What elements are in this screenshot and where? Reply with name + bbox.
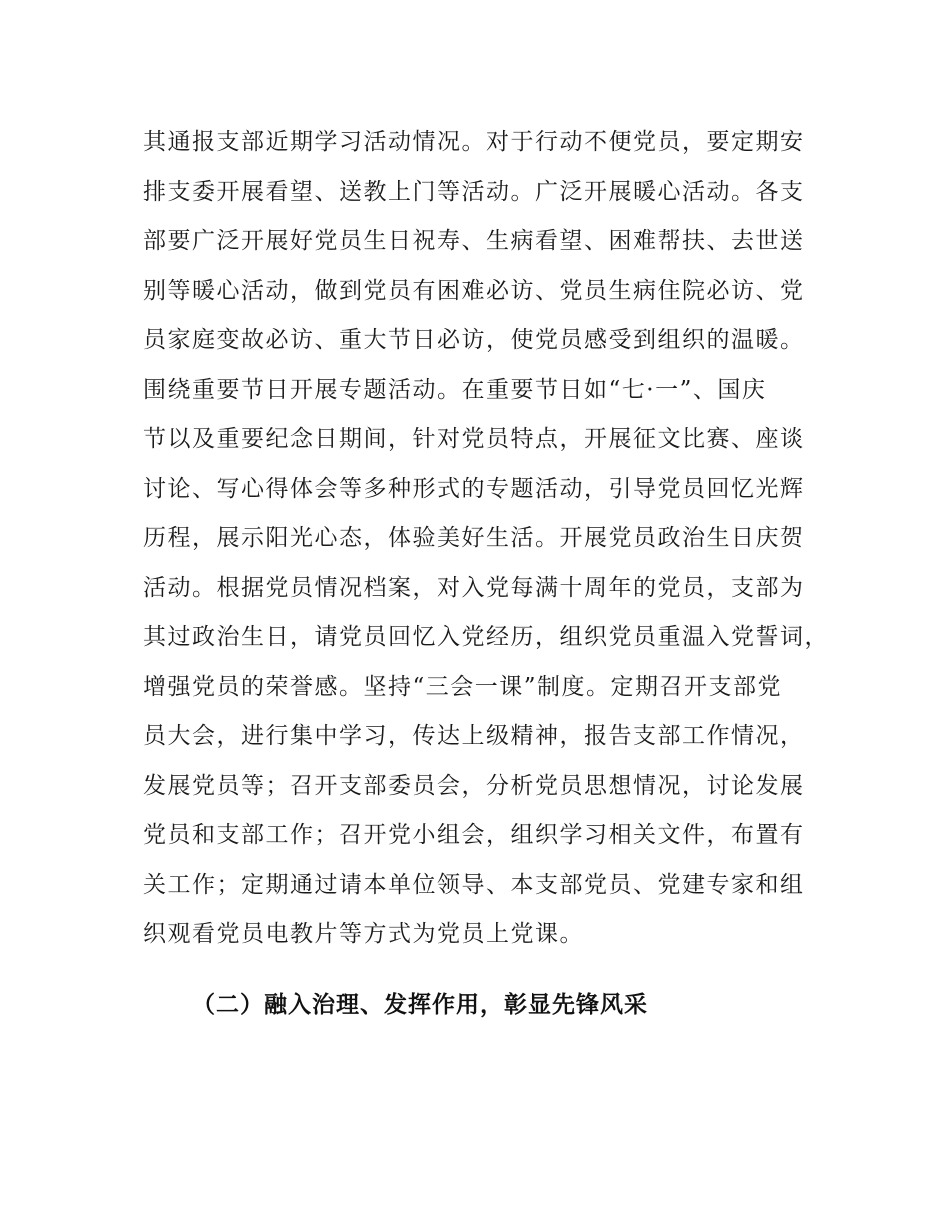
paragraph-line: 发展党员等；召开支部委员会，分析党员思想情况，讨论发展 (143, 772, 805, 799)
paragraph-line: 关工作；定期通过请本单位领导、本支部党员、党建专家和组 (143, 871, 805, 898)
paragraph-line: 节以及重要纪念日期间，针对党员特点，开展征文比赛、座谈 (143, 426, 805, 452)
paragraph-line: 历程，展示阳光心态，体验美好生活。开展党员政治生日庆贺 (143, 525, 805, 551)
paragraph-line: 其通报支部近期学习活动情况。对于行动不便党员，要定期安 (143, 129, 805, 155)
paragraph-line: 增强党员的荣誉感。坚持“三会一课”制度。定期召开支部党 (143, 673, 783, 700)
paragraph-line: 员家庭变故必访、重大节日必访，使党员感受到组织的温暖。 (143, 327, 805, 353)
paragraph-line: 织观看党员电教片等方式为党员上党课。 (143, 921, 584, 947)
paragraph-line: 讨论、写心得体会等多种形式的专题活动，引导党员回忆光辉 (143, 475, 805, 502)
paragraph-line: 活动。根据党员情况档案，对入党每满十周年的党员，支部为 (143, 574, 805, 601)
paragraph-line: 部要广泛开展好党员生日祝寿、生病看望、困难帮扶、去世送 (143, 228, 805, 254)
paragraph-line: 其过政治生日，请党员回忆入党经历，组织党员重温入党誓词， (143, 624, 829, 650)
section-heading: （二）融入治理、发挥作用，彰显先锋风采 (192, 992, 648, 1018)
paragraph-line: 排支委开展看望、送教上门等活动。广泛开展暖心活动。各支 (143, 178, 805, 205)
paragraph-line: 围绕重要节日开展专题活动。在重要节日如“七·一”、国庆 (143, 376, 767, 403)
paragraph-line: 别等暖心活动，做到党员有困难必访、党员生病住院必访、党 (143, 277, 805, 304)
body-paragraph (143, 118, 829, 960)
paragraph-line: 党员和支部工作；召开党小组会，组织学习相关文件，布置有 (143, 822, 805, 848)
paragraph-line: 员大会，进行集中学习，传达上级精神，报告支部工作情况， (143, 723, 805, 749)
